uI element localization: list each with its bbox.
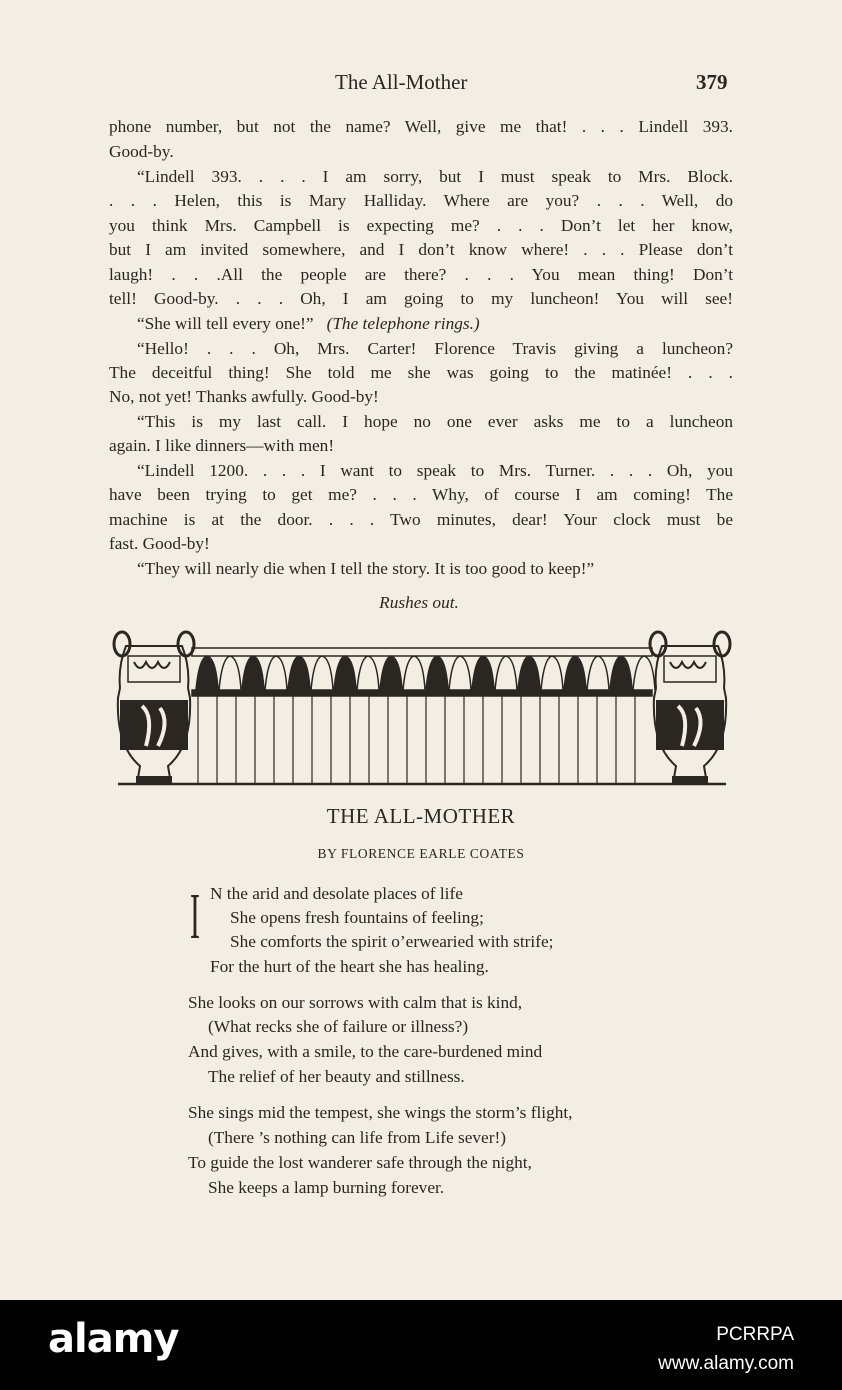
- palmette: [449, 656, 471, 690]
- poem-line: And gives, with a smile, to the care-burdened mind: [188, 1042, 543, 1061]
- running-title: The All-Mother: [335, 70, 468, 94]
- prose-line: “Hello! . . . Oh, Mrs. Carter! Florence Travis giving a luncheon?: [137, 339, 733, 358]
- prose-line: The deceitful thing! She told me she was going to the matinée! . . .: [109, 363, 733, 382]
- prose-line: again. I like dinners—with men!: [109, 436, 335, 455]
- poem-line: N the arid and desolate places of life: [210, 884, 463, 903]
- prose-line: machine is at the door. . . . Two minutes, dear! Your clock must be: [109, 510, 733, 529]
- prose-line: No, not yet! Thanks awfully. Good-by!: [109, 387, 379, 406]
- poem-title: THE ALL-MOTHER: [326, 804, 516, 828]
- palmette: [334, 656, 356, 690]
- poem-line: (What recks she of failure or illness?): [208, 1017, 469, 1036]
- stage-direction: (The telephone rings.): [326, 314, 480, 333]
- image-reference: [658, 1320, 794, 1378]
- prose-line: phone number, but not the name? Well, give me that! . . . Lindell 393.: [109, 117, 733, 136]
- palmette: [288, 656, 310, 690]
- poem-line: For the hurt of the heart she has healing.: [210, 957, 489, 976]
- prose-line: Good-by.: [109, 142, 174, 161]
- palmette: [196, 656, 218, 690]
- prose-line: but I am invited somewhere, and I don’t know where! . . . Please don’t: [109, 240, 733, 259]
- palmette: [357, 656, 379, 690]
- poem-line: She sings mid the tempest, she wings the storm’s flight,: [188, 1103, 573, 1122]
- vase-icon: [650, 632, 730, 784]
- prose-line: fast. Good-by!: [109, 534, 210, 553]
- palmette: [587, 656, 609, 690]
- poem-line: She comforts the spirit o’erwearied with strife;: [230, 932, 554, 951]
- poem-line: To guide the lost wanderer safe through the night,: [188, 1153, 532, 1172]
- alamy-logo: alamy: [48, 1316, 179, 1362]
- palmette: [242, 656, 264, 690]
- palmette: [518, 656, 540, 690]
- poem-line: She opens fresh fountains of feeling;: [230, 908, 484, 927]
- poem-line: (There ’s nothing can life from Life sever!): [208, 1128, 506, 1147]
- prose-line: “This is my last call. I hope no one ever asks me to a luncheon: [137, 412, 733, 431]
- prose-line: have been trying to get me? . . . Why, of course I am coming! The: [109, 485, 733, 504]
- palmette: [403, 656, 425, 690]
- prose-line: “Lindell 1200. . . . I want to speak to Mrs. Turner. . . . Oh, you: [137, 461, 733, 480]
- poem-byline: BY FLORENCE EARLE COATES: [317, 846, 525, 861]
- prose-line: “They will nearly die when I tell the story. It is too good to keep!”: [137, 559, 595, 578]
- palmette: [426, 656, 448, 690]
- prose-line: “Lindell 393. . . . I am sorry, but I must speak to Mrs. Block.: [137, 167, 733, 186]
- image-id: PCRRPA: [716, 1324, 794, 1345]
- poem-line: She looks on our sorrows with calm that is kind,: [188, 993, 523, 1012]
- prose-line: laugh! . . .All the people are there? . . . You mean thing! Don’t: [109, 265, 733, 284]
- palmette: [541, 656, 563, 690]
- palmette: [495, 656, 517, 690]
- prose-line: tell! Good-by. . . . Oh, I am going to my luncheon! You will see!: [109, 289, 733, 308]
- poem-line: She keeps a lamp burning forever.: [208, 1178, 445, 1197]
- palmette: [610, 656, 632, 690]
- exit-direction: Rushes out.: [379, 593, 459, 612]
- poem-line: The relief of her beauty and stillness.: [208, 1067, 465, 1086]
- site-url: www.alamy.com: [658, 1353, 794, 1374]
- palmette: [265, 656, 287, 690]
- palmette: [380, 656, 402, 690]
- page-number: 379: [696, 70, 728, 94]
- balustrade-vases-illustration: [112, 626, 732, 790]
- palmette: [311, 656, 333, 690]
- palmette: [564, 656, 586, 690]
- prose-line: “She will tell every one!” (The telephone rings.): [137, 314, 480, 333]
- prose-line: you think Mrs. Campbell is expecting me? . . . Don’t let her know,: [109, 216, 733, 235]
- palmette: [219, 656, 241, 690]
- drop-cap: I: [190, 880, 200, 953]
- palmette: [633, 656, 655, 690]
- palmette: [472, 656, 494, 690]
- vase-icon: [114, 632, 194, 784]
- prose-line: . . . Helen, this is Mary Halliday. Where are you? . . . Well, do: [109, 191, 733, 210]
